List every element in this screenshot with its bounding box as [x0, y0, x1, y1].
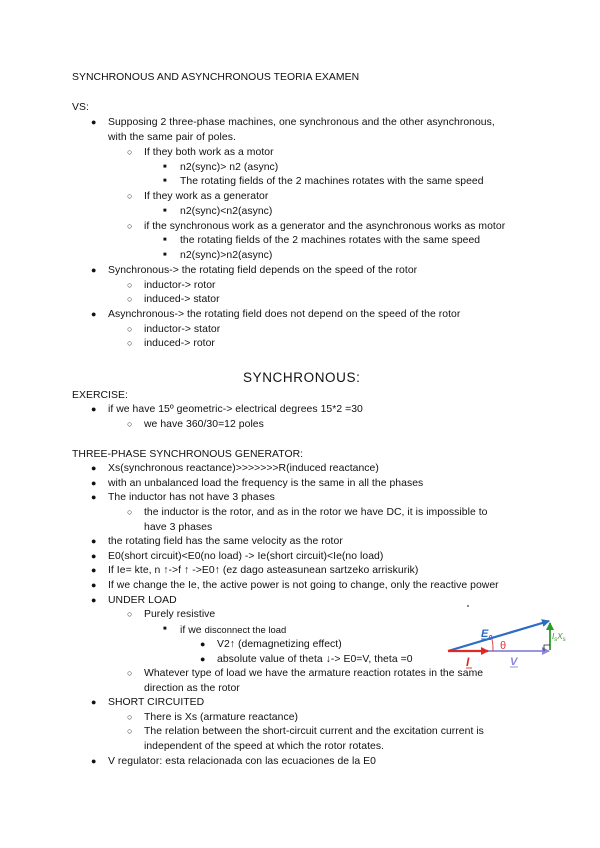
- bullet-dot: ●: [91, 265, 97, 275]
- e0-label-main: E: [481, 628, 489, 640]
- list-item: the rotating fields of the 2 machines rotates with the same speed: [180, 235, 481, 246]
- list-item: There is Xs (armature reactance): [144, 712, 299, 723]
- list-item: the rotating field has the same velocity as the rotor: [108, 536, 343, 547]
- bullet-circle: ○: [127, 419, 133, 429]
- bullet-circle: ○: [127, 324, 133, 334]
- bullet-dot: ●: [91, 551, 97, 561]
- bullet-dot: ●: [200, 639, 206, 649]
- list-item: if we have 15º geometric-> electrical degrees 15*2 =30: [108, 404, 363, 415]
- generator-label: THREE-PHASE SYNCHRONOUS GENERATOR:: [72, 449, 304, 460]
- list-item: absolute value of theta ↓-> E0=V, theta =0: [217, 654, 413, 665]
- list-item: SHORT CIRCUITED: [108, 697, 205, 708]
- bullet-dot: ●: [91, 492, 97, 502]
- list-item: inductor-> stator: [144, 324, 221, 335]
- list-item: with the same pair of poles.: [108, 132, 236, 143]
- list-item: induced-> stator: [144, 294, 220, 305]
- list-item: the inductor is the rotor, and as in the rotor we have DC, it is impossible to: [144, 507, 488, 518]
- list-item-text: if we: [180, 625, 202, 636]
- bullet-circle: ○: [127, 280, 133, 290]
- list-item: inductor-> rotor: [144, 280, 216, 291]
- bullet-dot: ●: [91, 309, 97, 319]
- list-item: The rotating fields of the 2 machines rotates with the same speed: [180, 176, 484, 187]
- list-item: if the synchronous work as a generator and the asynchronous works as motor: [144, 221, 506, 232]
- list-item: E0(short circuit)<E0(no load) -> Ie(short circuit)<Ie(no load): [108, 551, 384, 562]
- list-item: induced-> rotor: [144, 338, 215, 349]
- bullet-circle: ○: [127, 507, 133, 517]
- bullet-circle: ○: [127, 294, 133, 304]
- theta-label: θ: [500, 640, 507, 652]
- ixs-label-x: X: [557, 632, 563, 641]
- list-item: Synchronous-> the rotating field depends on the speed of the rotor: [108, 265, 418, 276]
- list-item: Xs(synchronous reactance)>>>>>>>R(induced reactance): [108, 463, 379, 474]
- bullet-dot: ●: [91, 756, 97, 766]
- list-item: n2(sync)> n2 (async): [180, 162, 279, 173]
- ixs-label-sub: s: [554, 637, 558, 643]
- list-item: The relation between the short-circuit current and the excitation current is: [144, 726, 484, 737]
- bullet-circle: ○: [127, 191, 133, 201]
- exercise-label: EXERCISE:: [72, 390, 128, 401]
- ixs-label-i: I: [552, 632, 555, 641]
- list-item: V regulator: esta relacionada con las ecuaciones de la E0: [108, 756, 376, 767]
- bullet-square: ■: [163, 208, 167, 214]
- bullet-dot: ●: [91, 595, 97, 605]
- bullet-circle: ○: [127, 609, 133, 619]
- bullet-dot: ●: [91, 478, 97, 488]
- list-item: n2(sync)>n2(async): [180, 250, 273, 261]
- list-item: independent of the speed at which the rotor rotates.: [144, 741, 385, 752]
- bullet-circle: ○: [127, 726, 133, 736]
- bullet-dot: ●: [91, 463, 97, 473]
- right-angle-mark: [544, 645, 550, 651]
- v-label: V: [510, 656, 518, 668]
- ixs-label-xsub: s: [562, 637, 566, 643]
- i-label: I: [466, 655, 470, 669]
- bullet-dot: ●: [91, 117, 97, 127]
- bullet-circle: ○: [127, 668, 133, 678]
- list-item: The inductor has not have 3 phases: [108, 492, 275, 503]
- list-item: direction as the rotor: [144, 683, 240, 694]
- list-item: V2↑ (demagnetizing effect): [217, 639, 342, 650]
- bullet-dot: ●: [200, 654, 206, 664]
- bullet-square: ■: [163, 237, 167, 243]
- list-item: UNDER LOAD: [108, 595, 177, 606]
- e0-label-sub: 0: [488, 635, 493, 642]
- list-item: have 3 phases: [144, 522, 213, 533]
- vs-label: VS:: [72, 102, 89, 113]
- list-item: with an unbalanced load the frequency is the same in all the phases: [108, 478, 424, 489]
- list-item: Whatever type of load we have the armature reaction rotates in the same: [144, 668, 484, 679]
- list-item: Supposing 2 three-phase machines, one synchronous and the other asynchronous,: [108, 117, 495, 128]
- e0-vector: [448, 621, 549, 651]
- list-item: Asynchronous-> the rotating field does not depend on the speed of the rotor: [108, 309, 461, 320]
- bullet-circle: ○: [127, 338, 133, 348]
- bullet-circle: ○: [127, 147, 133, 157]
- list-item: If Ie= kte, n ↑->f ↑ ->E0↑ (ez dago asteasunean sartzeko arriskurik): [108, 565, 419, 576]
- list-item: n2(sync)<n2(async): [180, 206, 273, 217]
- list-item-text: disconnect the load: [204, 624, 287, 635]
- bullet-dot: ●: [91, 565, 97, 575]
- bullet-square: ■: [163, 626, 167, 632]
- bullet-dot: ●: [91, 404, 97, 414]
- list-item: If they both work as a motor: [144, 147, 274, 158]
- list-item: we have 360/30=12 poles: [144, 419, 264, 430]
- bullet-circle: ○: [127, 221, 133, 231]
- bullet-dot: ●: [91, 536, 97, 546]
- ixs-label: [552, 632, 566, 643]
- document-title: SYNCHRONOUS AND ASYNCHRONOUS TEORIA EXAMEN: [72, 72, 360, 83]
- bullet-dot: ●: [91, 697, 97, 707]
- phasor-diagram: [440, 604, 580, 684]
- bullet-square: ■: [163, 252, 167, 258]
- bullet-dot: ●: [91, 580, 97, 590]
- dot-mark: [467, 605, 469, 607]
- bullet-square: ■: [163, 178, 167, 184]
- bullet-circle: ○: [127, 712, 133, 722]
- section-heading: SYNCHRONOUS:: [243, 370, 361, 385]
- list-item: [180, 623, 286, 637]
- bullet-square: ■: [163, 164, 167, 170]
- list-item: Purely resistive: [144, 609, 216, 620]
- list-item: If we change the Ie, the active power is not going to change, only the reactive power: [108, 580, 499, 591]
- list-item: If they work as a generator: [144, 191, 269, 202]
- e0-label: [481, 628, 492, 642]
